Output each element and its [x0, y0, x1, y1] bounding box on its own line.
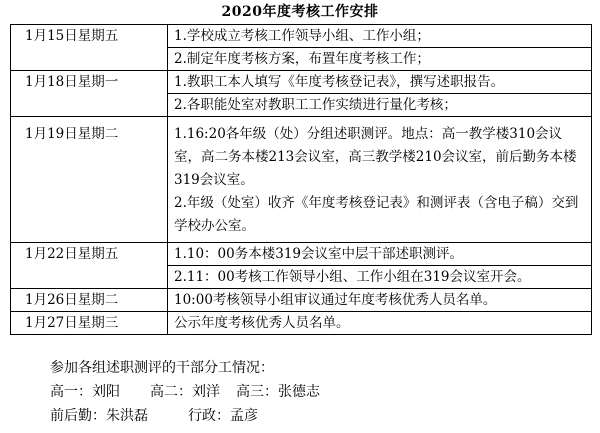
content-cell — [168, 25, 592, 71]
list-item: 1.10：00务本楼319会议室中层干部述职测评。 — [174, 246, 464, 262]
content-cell — [168, 117, 592, 243]
list-item: 1.16:20各年级（处）分组述职测评。地点：高一教学楼310会议室，高二务本楼213会议室，高三教学楼210会议室，前后勤务本楼319会议室。 — [174, 126, 577, 188]
logistics-assignee: 前后勤：朱洪磊 — [50, 408, 148, 424]
list-item: 1.教职工本人填写《年度考核登记表》，撰写述职报告。 — [174, 74, 505, 90]
list-item: 10:00考核领导小组审议通过年度考核优秀人员名单。 — [174, 292, 497, 308]
list-item: 2.各职能处室对教职工工作实绩进行量化考核； — [174, 97, 457, 113]
schedule-table — [10, 24, 592, 335]
content-cell — [168, 243, 592, 289]
page-title: 2020年度考核工作安排 — [221, 4, 379, 20]
list-item: 2.年级（处室）收齐《年度考核登记表》和测评表（含电子稿）交到学校办公室。 — [174, 195, 579, 234]
list-item: 2.制定年度考核方案，布置年度考核工作； — [174, 51, 430, 67]
date-cell: 1月19日星期二 — [11, 117, 168, 243]
date-cell: 1月22日星期五 — [11, 243, 168, 289]
table-row — [11, 289, 592, 312]
assignment-intro: 参加各组述职测评的干部分工情况： — [50, 360, 274, 376]
grade3-assignee: 高三：张德志 — [236, 384, 320, 400]
table-row — [11, 71, 592, 117]
grade1-assignee: 高一：刘阳 — [50, 384, 120, 400]
list-item: 公示年度考核优秀人员名单。 — [174, 315, 350, 331]
list-item: 1.学校成立考核工作领导小组、工作小组； — [174, 28, 430, 44]
assignment-grades — [50, 380, 320, 404]
table-row — [11, 25, 592, 71]
date-cell: 1月27日星期三 — [11, 312, 168, 335]
date-cell: 1月18日星期一 — [11, 71, 168, 117]
assignment-departments — [50, 404, 320, 428]
list-item: 2.11：00考核工作领导小组、工作小组在319会议室开会。 — [174, 269, 531, 285]
staff-assignment — [50, 356, 320, 428]
date-cell: 1月15日星期五 — [11, 25, 168, 71]
table-row — [11, 117, 592, 243]
date-cell: 1月26日星期二 — [11, 289, 168, 312]
grade2-assignee: 高二：刘洋 — [150, 384, 220, 400]
table-row — [11, 312, 592, 335]
admin-assignee: 行政：孟彦 — [188, 408, 258, 424]
content-cell — [168, 71, 592, 117]
content-cell — [168, 289, 592, 312]
table-row — [11, 243, 592, 289]
content-cell — [168, 312, 592, 335]
